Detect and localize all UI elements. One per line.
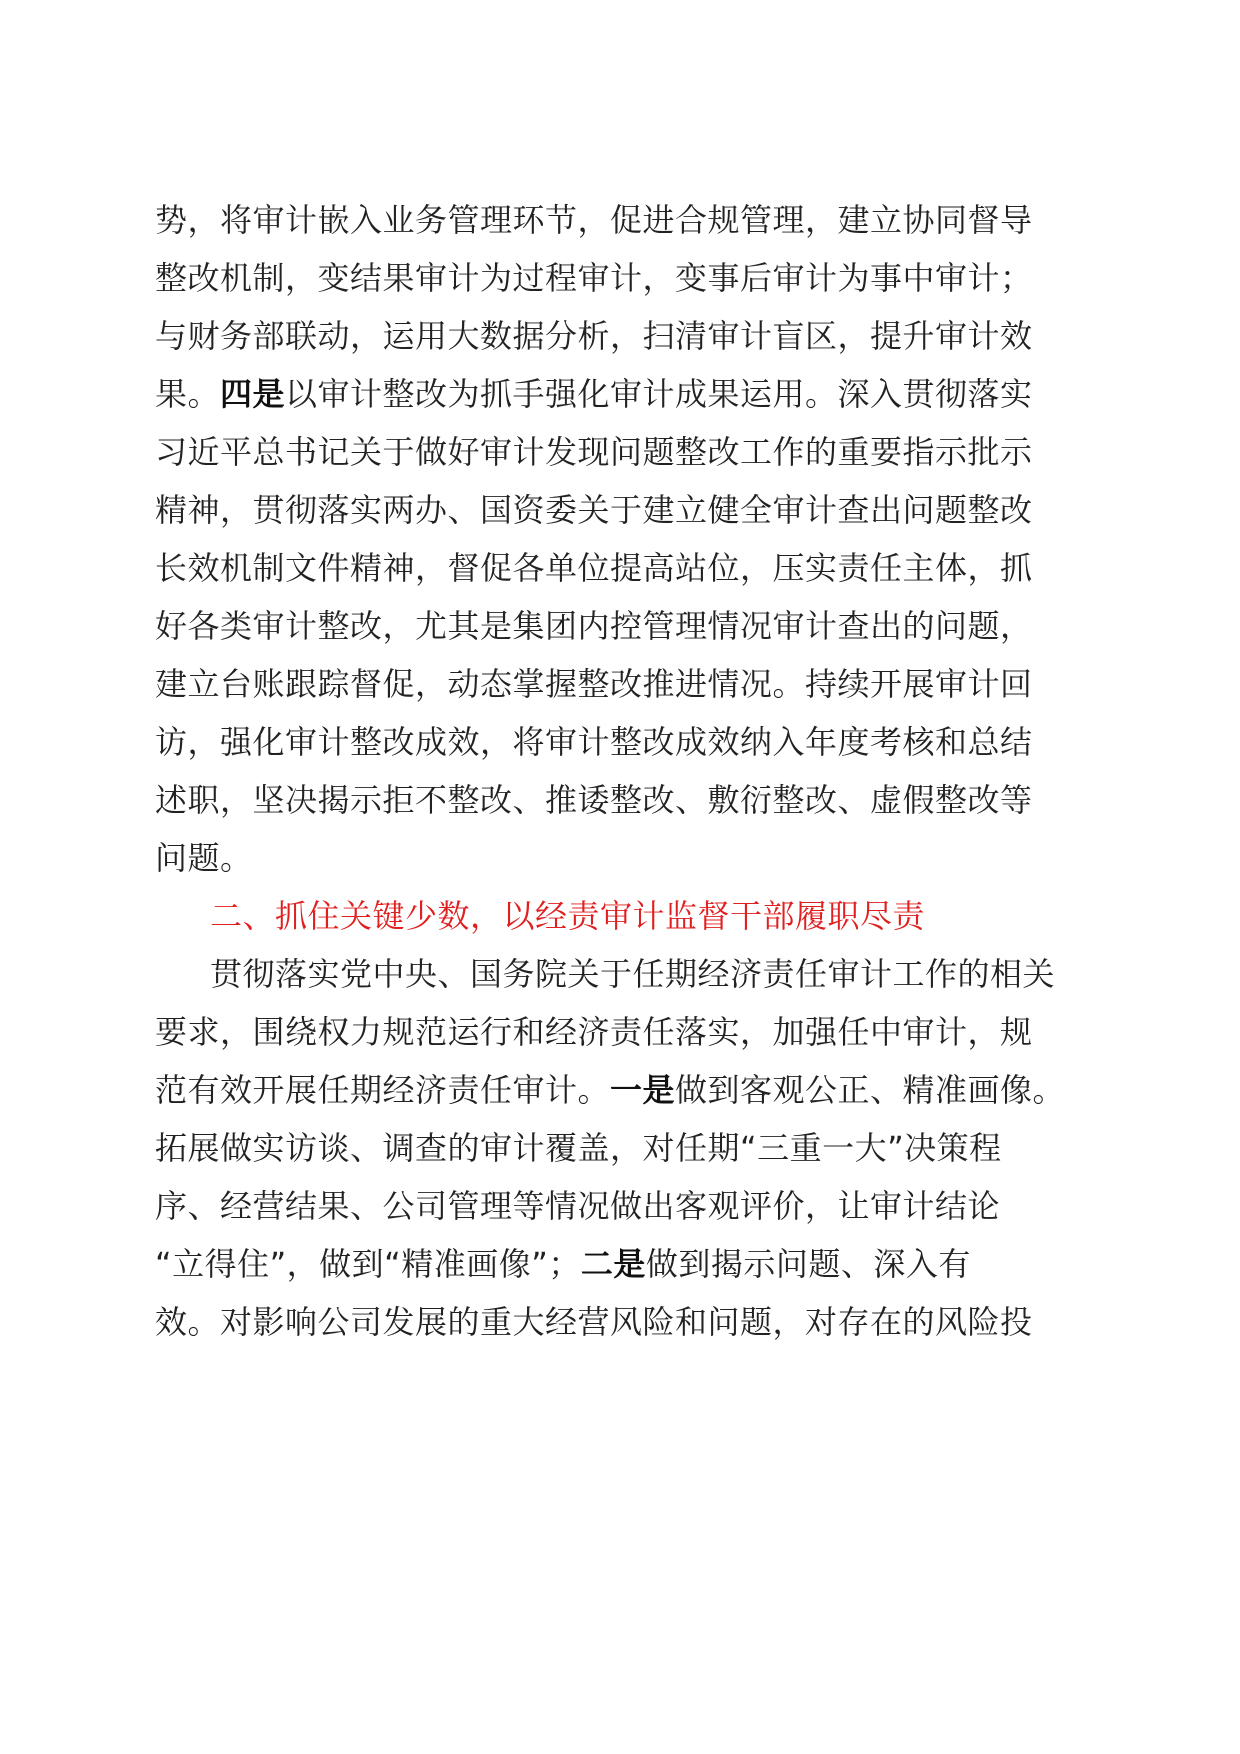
- paragraph-line: [155, 362, 1033, 426]
- line-text: 做到客观公正、精准画像。: [675, 1071, 1066, 1109]
- paragraph-line: 好各类审计整改，尤其是集团内控管理情况审计查出的问题，: [155, 607, 1033, 645]
- paragraph-line: 要求，围绕权力规范运行和经济责任落实，加强任中审计，规: [155, 1013, 1033, 1051]
- paragraph-line: 拓展做实访谈、调查的审计覆盖，对任期“三重一大”决策程: [155, 1129, 1002, 1167]
- paragraph-line: 长效机制文件精神，督促各单位提高站位，压实责任主体，抓: [155, 549, 1033, 587]
- line-text: 做到揭示问题、深入有: [645, 1245, 971, 1283]
- bold-label: 一是: [610, 1071, 676, 1109]
- paragraph-line: 习近平总书记关于做好审计发现问题整改工作的重要指示批示: [155, 433, 1033, 471]
- paragraph-line: 贯彻落实党中央、国务院关于任期经济责任审计工作的相关: [210, 955, 1056, 993]
- paragraph-line: 建立台账跟踪督促，动态掌握整改推进情况。持续开展审计回: [155, 665, 1033, 703]
- line-text: “立得住”，做到“精准画像”；: [155, 1245, 581, 1283]
- section-heading: 二、抓住关键少数，以经责审计监督干部履职尽责: [210, 897, 926, 935]
- paragraph-line: 整改机制，变结果审计为过程审计，变事后审计为事中审计；: [155, 259, 1033, 297]
- line-text: 果。: [155, 375, 221, 413]
- paragraph-line: 问题。: [155, 839, 253, 877]
- paragraph-line: 序、经营结果、公司管理等情况做出客观评价，让审计结论: [155, 1187, 1001, 1225]
- paragraph-line: 势，将审计嵌入业务管理环节，促进合规管理，建立协同督导: [155, 201, 1033, 239]
- paragraph-line: 访，强化审计整改成效，将审计整改成效纳入年度考核和总结: [155, 723, 1033, 761]
- line-text: 范有效开展任期经济责任审计。: [155, 1071, 611, 1109]
- paragraph-line: 精神，贯彻落实两办、国资委关于建立健全审计查出问题整改: [155, 491, 1033, 529]
- paragraph-line: 与财务部联动，运用大数据分析，扫清审计盲区，提升审计效: [155, 317, 1033, 355]
- paragraph-line: 述职，坚决揭示拒不整改、推诿整改、敷衍整改、虚假整改等: [155, 781, 1033, 819]
- line-text: 以审计整改为抓手强化审计成果运用。深入贯彻落实: [285, 375, 1033, 413]
- bold-label: 二是: [580, 1245, 646, 1283]
- paragraph-line: 效。对影响公司发展的重大经营风险和问题，对存在的风险投: [155, 1303, 1033, 1341]
- paragraph-line: [155, 1058, 1065, 1122]
- paragraph-line: [155, 1232, 971, 1296]
- bold-label: 四是: [220, 375, 286, 413]
